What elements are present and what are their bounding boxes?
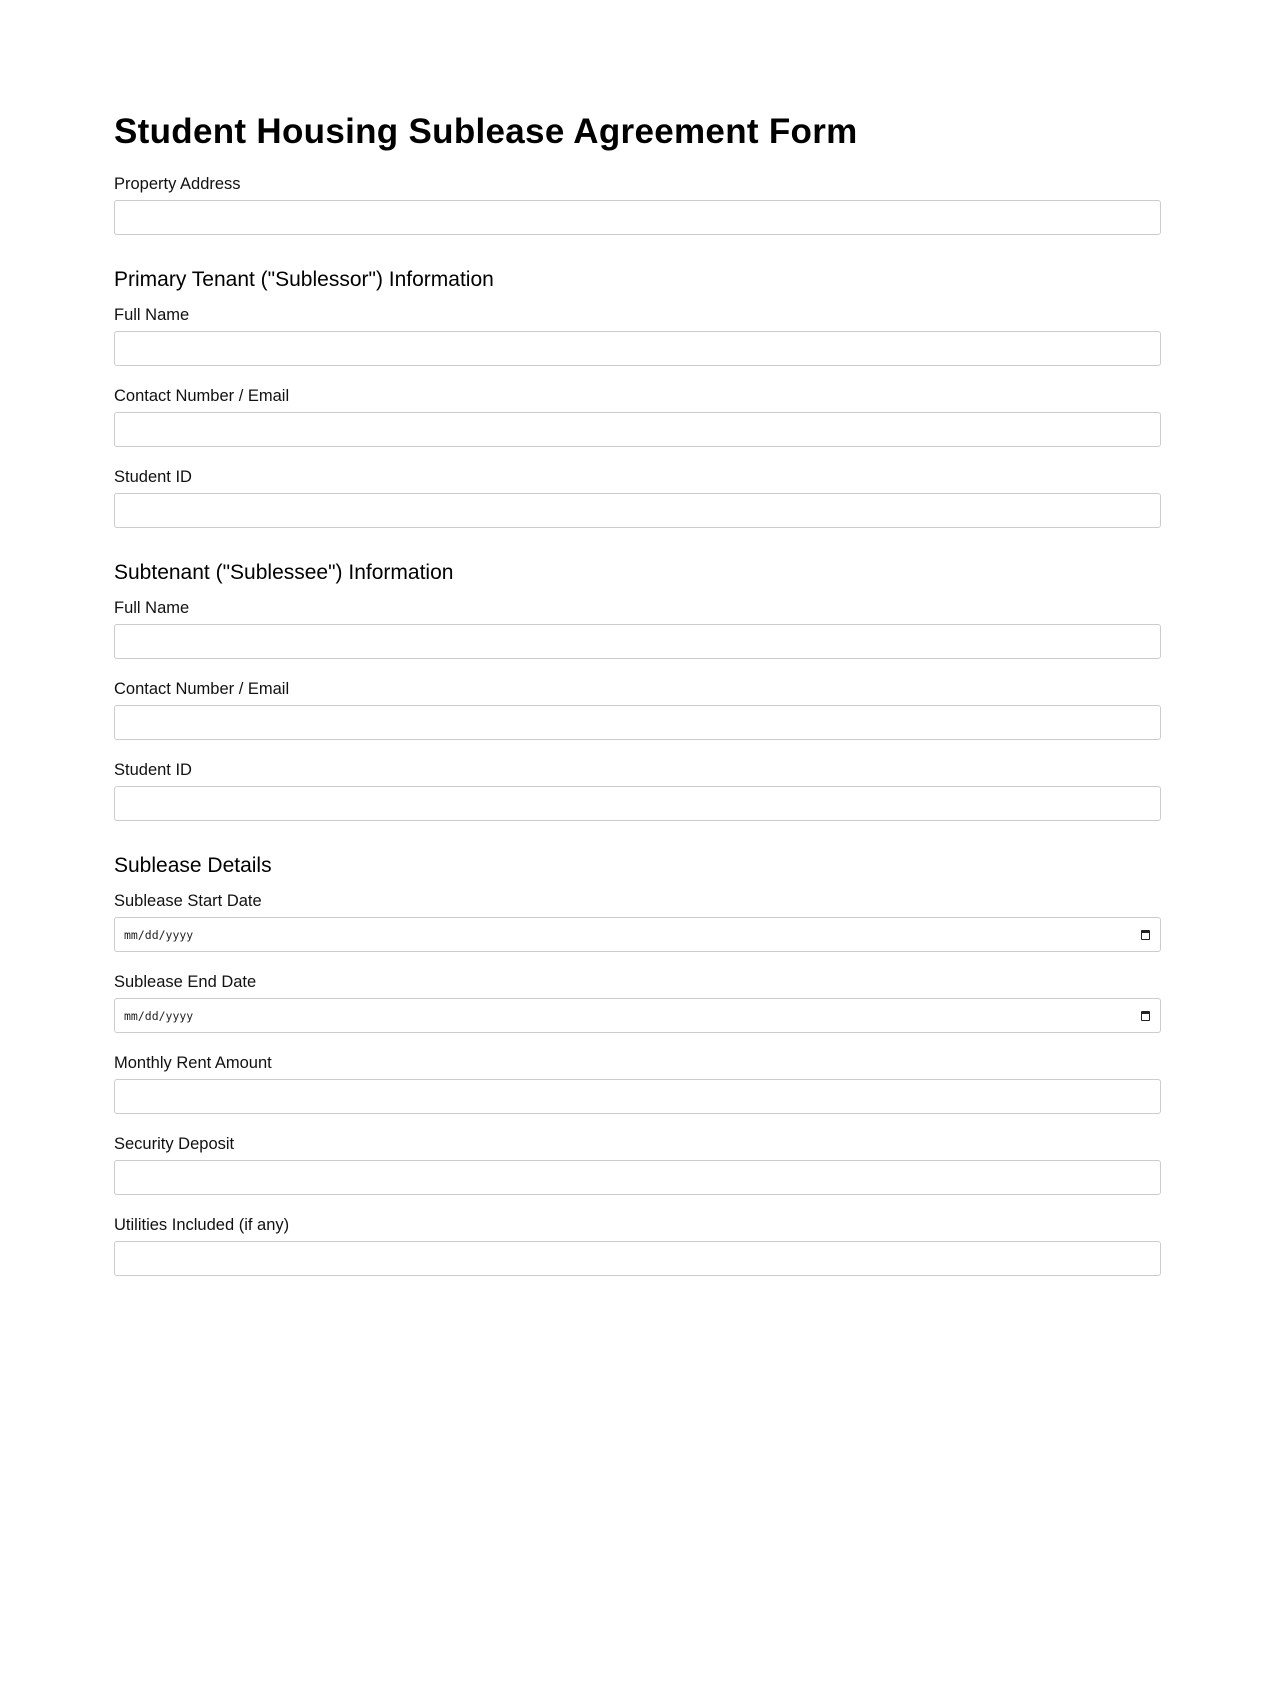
sublessee-full-name-input[interactable] — [114, 624, 1161, 659]
details-section-heading: Sublease Details — [114, 854, 272, 877]
start-date-input[interactable] — [114, 917, 1161, 952]
utilities-input[interactable] — [114, 1241, 1161, 1276]
sublessor-student-id-label: Student ID — [114, 468, 192, 486]
calendar-icon[interactable] — [1141, 1011, 1150, 1021]
sublessor-contact-label: Contact Number / Email — [114, 387, 290, 405]
calendar-icon[interactable] — [1141, 930, 1150, 940]
sublessor-full-name-input[interactable] — [114, 331, 1161, 366]
end-date-input[interactable] — [114, 998, 1161, 1033]
property-address-input[interactable] — [114, 200, 1161, 235]
sublessor-student-id-input[interactable] — [114, 493, 1161, 528]
sublessee-student-id-input[interactable] — [114, 786, 1161, 821]
sublessee-contact-label: Contact Number / Email — [114, 680, 290, 698]
sublessee-student-id-label: Student ID — [114, 761, 192, 779]
sublessor-full-name-label: Full Name — [114, 306, 190, 324]
security-deposit-input[interactable] — [114, 1160, 1161, 1195]
security-deposit-label: Security Deposit — [114, 1135, 235, 1153]
end-date-label: Sublease End Date — [114, 973, 257, 991]
utilities-label: Utilities Included (if any) — [114, 1216, 290, 1234]
start-date-label: Sublease Start Date — [114, 892, 262, 910]
monthly-rent-input[interactable] — [114, 1079, 1161, 1114]
sublessor-section-heading: Primary Tenant ("Sublessor") Information — [114, 268, 494, 291]
sublessee-contact-input[interactable] — [114, 705, 1161, 740]
sublessor-contact-input[interactable] — [114, 412, 1161, 447]
sublessee-full-name-label: Full Name — [114, 599, 190, 617]
page-title: Student Housing Sublease Agreement Form — [114, 112, 858, 151]
monthly-rent-label: Monthly Rent Amount — [114, 1054, 272, 1072]
sublessee-section-heading: Subtenant ("Sublessee") Information — [114, 561, 454, 584]
property-address-label: Property Address — [114, 175, 241, 193]
start-date-placeholder: mm/dd/yyyy — [124, 927, 194, 942]
end-date-placeholder: mm/dd/yyyy — [124, 1008, 194, 1023]
property-address-field — [114, 174, 1161, 235]
sublease-form — [114, 112, 1161, 1296]
